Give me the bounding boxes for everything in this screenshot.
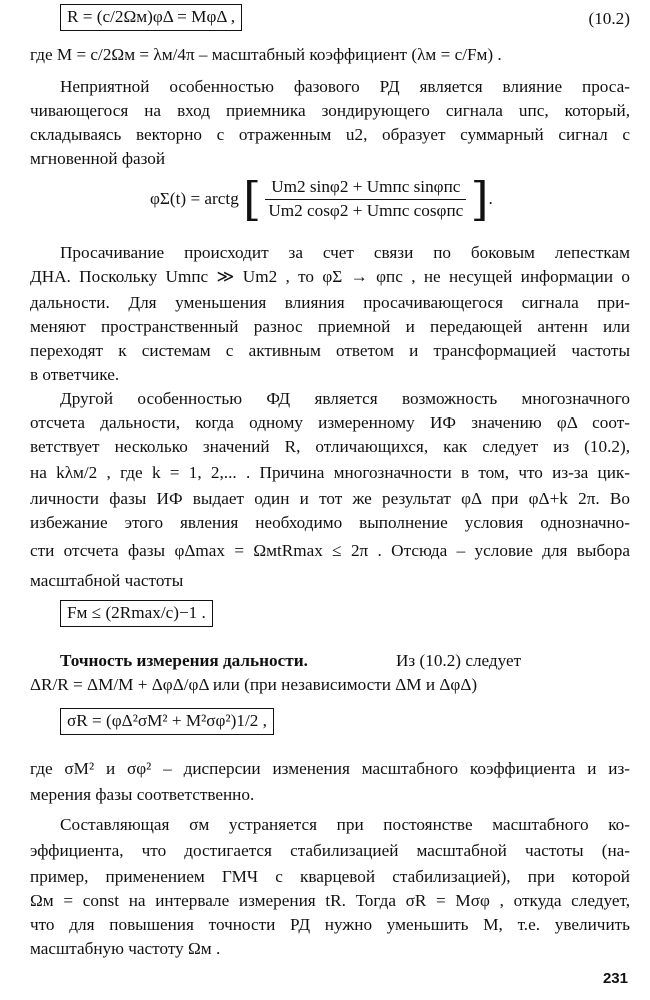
text-line: пример, применением ГМЧ с кварцевой стабилизацией), при которой — [30, 867, 630, 886]
text-line: в ответчике. — [30, 365, 120, 384]
formula-fraction — [265, 176, 466, 222]
text-line: Из (10.2) следует — [396, 651, 522, 670]
phase-sum-formula: φΣ(t) = arctg [ $\frac{\text{Um2 sinφ2 + Umпс sinφпс}}{\text{Um2 cosφ2 + Umпс cosφпс}}$ ]. — [150, 172, 493, 226]
text-line: где M = c/2Ωм = λм/4π – масштабный коэффициент (λм = c/Fм) . — [30, 45, 502, 64]
text-line: Составляющая σм устраняется при постоянстве масштабного ко- — [60, 815, 630, 834]
formula-numerator: Um2 sinφ2 + Umпс sinφпс — [265, 176, 466, 200]
text-line: масштабной частоты — [30, 571, 184, 590]
formula-10-2-box — [60, 4, 242, 31]
text-line: где σM² и σφ² – дисперсии изменения масштабного коэффициента и из- — [30, 759, 630, 778]
formula-scale-frequency-box — [60, 600, 213, 627]
text-line: эффициента, что достигается стабилизацией масштабной частоты (на- — [30, 841, 630, 860]
accuracy-heading: Точность измерения дальности. — [60, 651, 308, 670]
text-line: личности фазы ИФ выдает один и тот же результат φΔ при φΔ+k 2π. Во — [30, 489, 630, 508]
text-line: масштабную частоту Ωм . — [30, 939, 221, 958]
text-line: избежание этого явления необходимо выполнение условия однозначно- — [30, 513, 630, 532]
text-line: на kλм/2 , где k = 1, 2,... . Причина многозначности в том, что из-за цик- — [30, 463, 630, 482]
formula-sigma: σR = (φΔ²σM² + M²σφ²)1/2 , — [67, 711, 267, 730]
text-line: переходят к системам с активным ответом и трансформацией частоты — [30, 341, 630, 360]
left-bracket: [ — [243, 172, 262, 226]
text-line: что для повышения точности РД нужно уменьшить M, т.е. увеличить — [30, 915, 630, 934]
text-line: ДНА. Поскольку Umпс ≫ Um2 , то φΣ → φпс , не несущей информации о — [30, 267, 630, 286]
formula-scale-frequency: Fм ≤ (2Rmax/c)−1 . — [67, 603, 206, 622]
text-line: чивающегося на вход приемника зондирующего сигнала uпс, который, — [30, 101, 630, 120]
text-line: мгновенной фазой — [30, 149, 166, 168]
text-line: Другой особенностью ФД является возможность многозначного — [60, 389, 630, 408]
text-line: меняют пространственный разнос приемной и передающей антенн или — [30, 317, 630, 336]
text-line: отсчета дальности, когда одному измеренному ИФ значению φΔ соот- — [30, 413, 630, 432]
text-line: мерения фазы соответственно. — [30, 785, 255, 804]
text-line: Просачивание происходит за счет связи по боковым лепесткам — [60, 243, 630, 262]
page-number: 231 — [602, 970, 628, 987]
equation-number: (10.2) — [588, 9, 630, 28]
text-line: сти отсчета фазы φΔmax = ΩмtRmax ≤ 2π . Отсюда – условие для выбора — [30, 541, 630, 560]
formula-denominator: Um2 cosφ2 + Umпс cosφпс — [268, 200, 464, 220]
text-line: дальности. Для уменьшения влияния просачивающегося сигнала при- — [30, 293, 630, 312]
text-line: Ωм = const на интервале измерения tR. Тогда σR = Mσφ , откуда следует, — [30, 891, 630, 910]
text-line: ΔR/R = ΔM/M + ΔφΔ/φΔ или (при независимости ΔM и ΔφΔ) — [30, 675, 478, 694]
text-line: складываясь векторно с отраженным u2, образует суммарный сигнал с — [30, 125, 630, 144]
text-line: ветствует несколько значений R, отличающихся, как следует из (10.2), — [30, 437, 630, 456]
formula-10-2: R = (c/2Ωм)φΔ = MφΔ , — [67, 7, 236, 26]
right-bracket: ] — [470, 172, 489, 226]
formula-sigma-box — [60, 708, 274, 735]
text-line: Неприятной особенностью фазового РД является влияние проса- — [60, 77, 630, 96]
formula-lhs: φΣ(t) = arctg — [150, 188, 239, 208]
